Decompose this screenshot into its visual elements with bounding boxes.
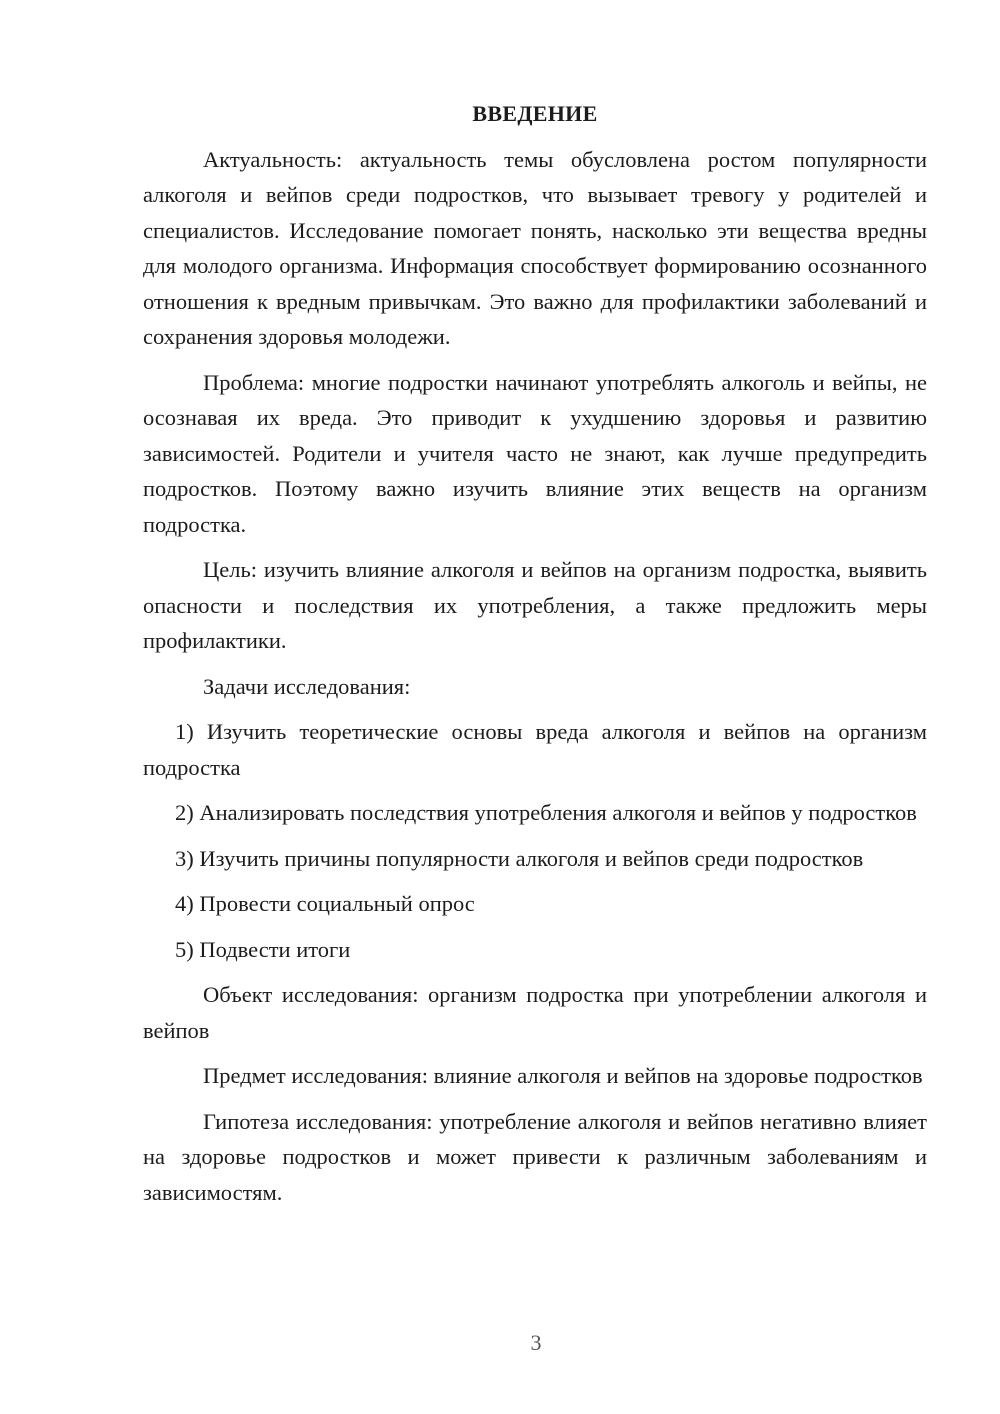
task-item-4: 4) Провести социальный опрос <box>175 891 475 916</box>
subject-paragraph: Предмет исследования: влияние алкоголя и вейпов на здоровье подростков <box>203 1063 923 1088</box>
problem-paragraph: Проблема: многие подростки начинают употреблять алкоголь и вейпы, не осознавая их вреда. Это приводит к ухудшению здоровья и развитию зависимостей. Родители и учителя часто не знают, как лучше предупредить подростков. Поэтому важно изучить влияние этих веществ на организм подростка. <box>143 369 927 537</box>
tasks-heading: Задачи исследования: <box>203 673 411 699</box>
page-number: 3 <box>530 1330 542 1355</box>
relevance-paragraph: Актуальность: актуальность темы обусловлена ростом популярности алкоголя и вейпов среди подростков, что вызывает тревогу у родителей и специалистов. Исследование помогает понять, насколько эти вещества вредны для молодого организма. Информация способствует формированию осознанного отношения к вредным привычкам. Это важно для профилактики заболеваний и сохранения здоровья молодежи. <box>143 146 927 349</box>
task-item-1: 1) Изучить теоретические основы вреда алкоголя и вейпов на организм подростка <box>143 719 927 780</box>
object-paragraph: Объект исследования: организм подростка при употреблении алкоголя и вейпов <box>143 982 927 1043</box>
section-title: ВВЕДЕНИЕ <box>472 101 598 126</box>
task-item-2: 2) Анализировать последствия употребления алкоголя и вейпов у подростков <box>175 800 917 825</box>
goal-paragraph: Цель: изучить влияние алкоголя и вейпов на организм подростка, выявить опасности и последствия их употребления, а также предложить меры профилактики. <box>143 557 927 653</box>
task-item-3: 3) Изучить причины популярности алкоголя и вейпов среди подростков <box>175 845 864 871</box>
document-body <box>143 96 927 1220</box>
tasks-list <box>143 714 927 967</box>
hypothesis-paragraph: Гипотеза исследования: употребление алкоголя и вейпов негативно влияет на здоровье подростков и может привести к различным заболеваниям и зависимостям. <box>143 1108 927 1205</box>
task-item-5: 5) Подвести итоги <box>175 936 351 962</box>
